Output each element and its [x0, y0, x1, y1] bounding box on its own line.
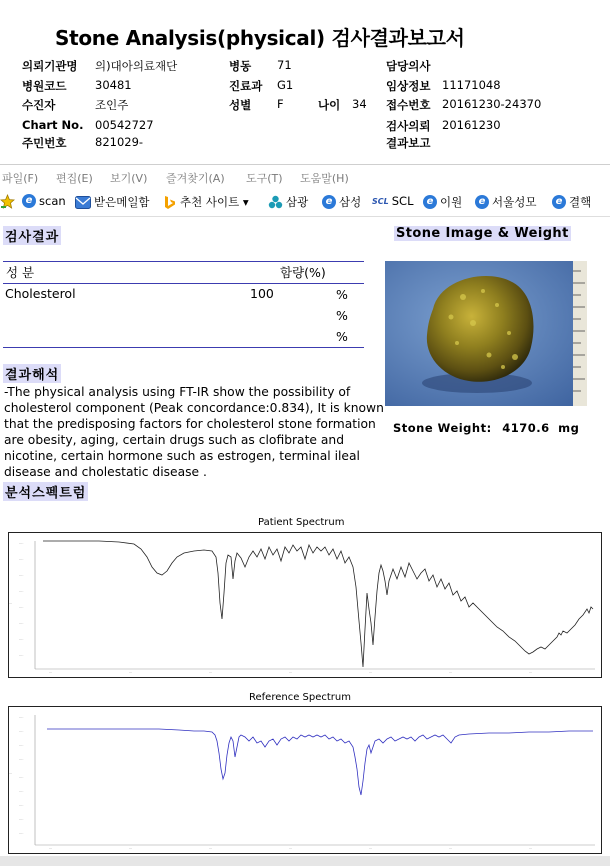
svg-text:····: ···· — [19, 832, 24, 836]
reference-spectrum-line — [47, 729, 593, 795]
menu-view[interactable]: 보기(V) — [110, 172, 148, 185]
stone-weight-label: Stone Weight: — [393, 421, 492, 435]
menu-tools[interactable]: 도구(T) — [246, 172, 283, 185]
svg-text:····: ···· — [19, 776, 24, 780]
fav-scl-label: SCL — [391, 194, 414, 208]
svg-text:···: ··· — [209, 847, 213, 851]
svg-text:···: ··· — [49, 847, 53, 851]
svg-text:···: ··· — [129, 847, 133, 851]
field-label-patient: 수진자 — [22, 98, 56, 112]
field-label-sex: 성별 — [229, 98, 252, 112]
svg-text:····: ···· — [19, 818, 24, 822]
results-header-rule — [3, 283, 364, 284]
fav-tuberculosis[interactable] — [552, 194, 591, 210]
result-unit: % — [336, 329, 348, 344]
svg-text:···: ··· — [529, 671, 533, 675]
svg-text:····: ···· — [19, 716, 24, 720]
ie-icon: e — [22, 194, 36, 208]
bing-icon — [163, 195, 177, 210]
field-label-age: 나이 — [318, 98, 341, 112]
spectrum-heading: 분석스펙트럼 — [3, 482, 88, 501]
field-label-department: 진료과 — [229, 79, 263, 93]
results-heading: 검사결과 — [3, 226, 61, 245]
result-value: 100 — [250, 286, 274, 301]
fav-samsung[interactable] — [322, 194, 361, 210]
menu-favorites[interactable]: 즐겨찾기(A) — [166, 172, 225, 185]
patient-spectrum-line — [43, 541, 593, 667]
fav-seoul-stmary[interactable] — [475, 194, 536, 210]
fav-scl[interactable] — [372, 194, 413, 208]
fav-inbox[interactable] — [75, 194, 150, 210]
field-value-request-date: 20161230 — [442, 118, 501, 132]
col-content-header: 함량(%) — [280, 265, 326, 280]
results-bottom-rule — [3, 347, 364, 348]
svg-text:····: ···· — [19, 574, 24, 578]
field-value-patient: 조인주 — [95, 98, 129, 112]
svg-text:····: ···· — [19, 744, 24, 748]
svg-text:···: ··· — [49, 671, 53, 675]
stone-photo — [385, 261, 587, 406]
field-label-receipt-no: 접수번호 — [386, 98, 431, 112]
svg-text:····: ···· — [19, 654, 24, 658]
result-unit: % — [336, 308, 348, 323]
svg-text:····: ···· — [19, 638, 24, 642]
scl-icon: SCL — [372, 196, 389, 206]
field-label-doctor: 담당의사 — [386, 59, 431, 73]
fav-inbox-label: 받은메일함 — [94, 195, 150, 209]
report-title: Stone Analysis(physical) 검사결과보고서 — [55, 26, 465, 50]
results-top-rule — [3, 261, 364, 262]
fav-suggested-label: 추천 사이트 ▾ — [180, 195, 249, 209]
patient-spectrum-title: Patient Spectrum — [258, 517, 345, 528]
field-label-chart-no: Chart No. — [22, 118, 84, 132]
fav-scan[interactable] — [22, 194, 66, 208]
svg-text:····: ···· — [19, 622, 24, 626]
fav-samsung-label: 삼성 — [339, 195, 362, 209]
interpretation-text: -The physical analysis using FT-IR show the possibility of cholesterol component (Peak concordance:0.834), It is known that the predisposing factors for cholesterol stone formation are obesity, aging, certain drugs such as clofibrate and nicotine, certain hormone such as estrogen, terminal ileal disease and cholestatic disease . — [4, 385, 384, 479]
svg-text:···: ··· — [449, 847, 453, 851]
svg-text:···: ··· — [529, 847, 533, 851]
samkwang-icon — [268, 195, 283, 210]
svg-text:···: ··· — [9, 602, 13, 606]
fav-samkwang[interactable] — [268, 194, 308, 210]
col-component-header: 성 분 — [6, 265, 35, 280]
fav-tuberculosis-label: 결핵 — [569, 195, 592, 209]
svg-text:····: ···· — [19, 542, 24, 546]
ie-icon: e — [423, 195, 437, 209]
svg-text:···: ··· — [209, 671, 213, 675]
svg-text:···: ··· — [9, 772, 13, 776]
fav-seoul-stmary-label: 서울성모 — [492, 195, 537, 209]
interpretation-heading: 결과해석 — [3, 364, 61, 383]
fav-scan-label: scan — [39, 194, 66, 208]
svg-text:····: ···· — [19, 590, 24, 594]
field-label-hospital-code: 병원코드 — [22, 79, 67, 93]
svg-text:····: ···· — [19, 730, 24, 734]
svg-text:···: ··· — [449, 671, 453, 675]
svg-text:···: ··· — [369, 671, 373, 675]
stone-weight — [393, 421, 579, 435]
menu-help[interactable]: 도움말(H) — [300, 172, 349, 185]
reference-spectrum-plot — [8, 706, 602, 854]
result-component: Cholesterol — [5, 286, 76, 301]
reference-spectrum-title: Reference Spectrum — [249, 692, 351, 703]
stone-weight-unit: mg — [558, 421, 580, 435]
field-label-institution: 의뢰기관명 — [22, 59, 78, 73]
ie-icon: e — [552, 195, 566, 209]
field-label-ward: 병동 — [229, 59, 252, 73]
stone-weight-value: 4170.6 — [502, 421, 550, 435]
svg-text:···: ··· — [289, 847, 293, 851]
svg-text:····: ···· — [19, 790, 24, 794]
field-value-institution: 의)대아의료재단 — [95, 59, 178, 73]
patient-spectrum-plot — [8, 532, 602, 678]
field-value-ward: 71 — [277, 58, 292, 72]
fav-samkwang-label: 삼광 — [286, 195, 309, 209]
svg-text:····: ···· — [19, 558, 24, 562]
field-value-resident-no: 821029- — [95, 135, 144, 149]
field-value-receipt-no: 20161230-24370 — [442, 97, 542, 111]
field-value-chart-no: 00542727 — [95, 118, 154, 132]
fav-iwon-label: 이원 — [440, 195, 463, 209]
svg-text:···: ··· — [129, 671, 133, 675]
field-value-age: 34 — [352, 97, 367, 111]
svg-text:····: ···· — [19, 606, 24, 610]
field-label-clinical-info: 임상정보 — [386, 79, 431, 93]
ie-icon: e — [322, 195, 336, 209]
svg-text:···: ··· — [289, 671, 293, 675]
field-label-report-date: 결과보고 — [386, 136, 431, 150]
page-bottom-strip — [0, 856, 610, 866]
menu-file[interactable]: 파일(F) — [2, 172, 39, 185]
browser-menu-bar — [0, 164, 610, 189]
favorites-bar — [0, 188, 610, 217]
field-value-department: G1 — [277, 78, 294, 92]
field-label-resident-no: 주민번호 — [22, 136, 67, 150]
mail-icon — [75, 196, 91, 209]
menu-edit[interactable]: 편집(E) — [56, 172, 93, 185]
star-icon — [0, 194, 15, 209]
field-label-request-date: 검사의뢰 — [386, 119, 431, 133]
reference-axis-ticks — [9, 716, 532, 851]
svg-text:····: ···· — [19, 758, 24, 762]
svg-text:····: ···· — [19, 804, 24, 808]
fav-suggested-sites[interactable] — [163, 194, 249, 210]
field-value-clinical-info: 11171048 — [442, 78, 501, 92]
ie-icon: e — [475, 195, 489, 209]
fav-iwon[interactable] — [423, 194, 462, 210]
favorites-star-button[interactable] — [0, 194, 15, 209]
stone-heading: Stone Image & Weight — [396, 226, 569, 241]
svg-text:···: ··· — [369, 847, 373, 851]
field-value-sex: F — [277, 97, 284, 111]
field-value-hospital-code: 30481 — [95, 78, 132, 92]
result-unit: % — [336, 287, 348, 302]
patient-axis-ticks — [9, 542, 532, 675]
